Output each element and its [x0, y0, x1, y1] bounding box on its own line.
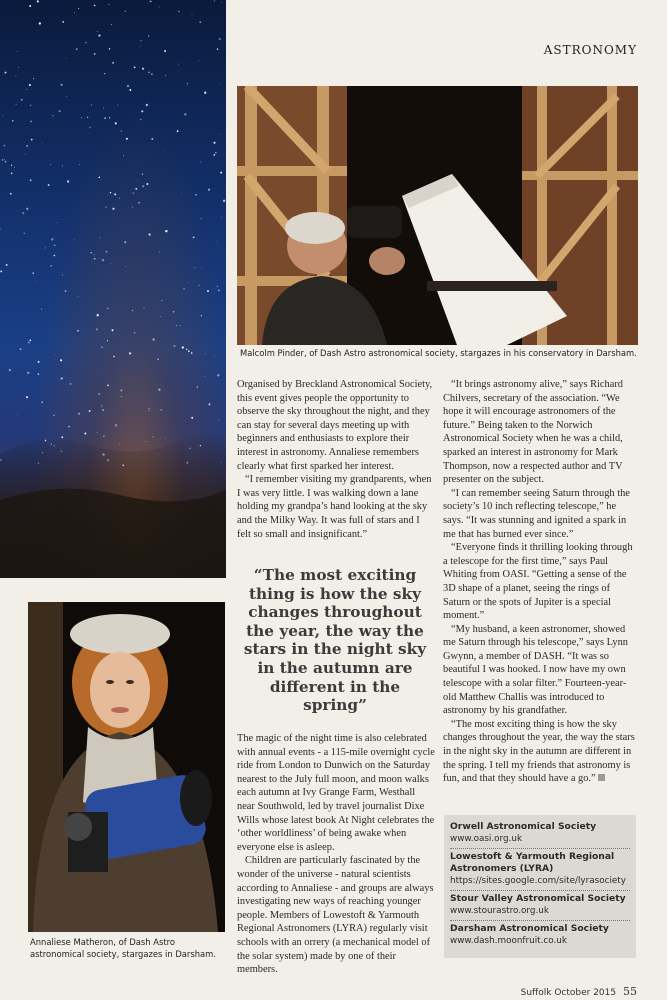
star: [114, 193, 116, 195]
star: [219, 134, 220, 135]
star: [98, 34, 100, 36]
star: [48, 184, 50, 186]
star: [109, 48, 110, 49]
star: [90, 133, 91, 134]
star: [214, 355, 215, 356]
star: [24, 233, 25, 234]
star: [159, 252, 160, 253]
star: [4, 159, 5, 160]
star: [84, 433, 86, 435]
star: [31, 139, 33, 141]
star: [135, 188, 137, 190]
star: [113, 356, 115, 358]
paragraph: “It brings astronomy alive,” says Richard Chilvers, secretary of the association. “We hope it will encourage astronomers of the future.” Being taken to the Norwich Astronomical Society when he was a child, sparked an interest in astronomy for Mark Thompson, now a respected author and TV presenter on the subject.: [443, 379, 623, 486]
star: [77, 330, 79, 332]
star: [74, 13, 75, 14]
star: [177, 130, 179, 132]
star: [2, 159, 4, 161]
star: [107, 308, 109, 310]
paragraph: “Everyone finds it thrilling looking through a telescope for the first time,” says Paul Whiting from OASI. “Getting a sense of the 3D shape of a planet, seeing the rings of Saturn or the spots of Jupiter is a special moment.”: [443, 542, 633, 622]
star: [176, 325, 177, 326]
pull-quote: “The most exciting thing is how the sky changes throughout the year, the way the stars in the night sky in the autumn are different in the spring”: [243, 566, 427, 715]
star: [140, 46, 141, 47]
paragraph: “I remember visiting my grandparents, when I was very little. I was walking down a lane holding my grandpa’s hand looking at the sky and the Milky Way. It was full of stars and I felt so small and insignificant.”: [237, 474, 432, 540]
star: [148, 35, 150, 37]
star: [142, 68, 144, 70]
star: [148, 233, 150, 235]
night-sky-photo: [0, 0, 226, 578]
star: [66, 58, 67, 59]
star: [112, 208, 114, 210]
star: [78, 8, 79, 9]
society-link[interactable]: www.stourastro.org.uk: [450, 906, 549, 916]
star: [29, 84, 31, 86]
star: [108, 195, 109, 196]
star: [140, 40, 141, 41]
star: [22, 212, 24, 214]
star: [52, 115, 53, 116]
star: [208, 189, 210, 191]
star: [107, 384, 109, 386]
societies-box: [444, 815, 636, 958]
star: [102, 409, 104, 411]
star: [217, 286, 218, 287]
star: [68, 426, 70, 428]
star: [129, 352, 131, 354]
star: [66, 96, 67, 97]
star: [9, 369, 11, 371]
star: [146, 104, 148, 106]
star: [42, 143, 43, 144]
star: [144, 307, 145, 308]
star: [148, 71, 150, 73]
star: [14, 167, 15, 168]
star: [61, 84, 63, 86]
star: [54, 244, 56, 246]
star: [104, 73, 105, 74]
star: [53, 415, 54, 416]
star: [112, 62, 114, 64]
star: [26, 89, 27, 90]
star: [87, 117, 88, 118]
paragraph: The magic of the night time is also celebrated with annual events - a 115-mile overnight cycle ride from London to Dunwich on the Saturday nearest to the July full moon, and moon walks each autumn at Ivy Grange Farm, Westhall near Southwold, led by travel journalist Dixe Wills whose latest book At Night celebrates the ‘other worldliness’ of being awake when everyone else is asleep.: [237, 733, 435, 853]
star: [180, 325, 181, 326]
star: [163, 150, 164, 151]
star: [60, 359, 62, 361]
star: [221, 2, 222, 3]
page-folio: [521, 985, 637, 998]
society-name: Lowestoft & Yarmouth Regional Astronomers (LYRA): [450, 851, 615, 874]
star: [50, 164, 51, 165]
star: [110, 263, 111, 264]
star: [173, 311, 175, 313]
star: [12, 120, 14, 122]
star: [70, 383, 71, 384]
star: [30, 179, 32, 181]
star: [132, 207, 133, 208]
star: [4, 145, 6, 147]
article-column-1-continued: [237, 732, 435, 977]
star: [111, 24, 112, 25]
page-number: 55: [623, 985, 637, 998]
star: [101, 405, 102, 406]
paragraph: [443, 718, 639, 786]
star: [76, 48, 78, 50]
star: [109, 117, 110, 118]
star: [181, 193, 182, 194]
star: [81, 117, 82, 118]
star: [205, 354, 206, 355]
star: [0, 228, 1, 229]
star: [151, 73, 153, 75]
star: [38, 361, 40, 363]
star: [218, 290, 219, 291]
star: [38, 373, 40, 375]
star: [193, 236, 195, 238]
star: [17, 51, 18, 52]
star: [55, 354, 56, 355]
star: [89, 126, 91, 128]
star: [26, 208, 28, 210]
star: [187, 83, 188, 84]
star: [0, 270, 2, 272]
star: [74, 240, 75, 241]
star: [38, 17, 39, 18]
publication-name: Suffolk: [520, 988, 552, 998]
star: [26, 396, 28, 398]
star: [191, 352, 193, 354]
star: [35, 281, 36, 282]
star: [121, 396, 122, 397]
star: [28, 341, 30, 343]
issue-date: October 2015: [554, 988, 617, 998]
star: [18, 67, 19, 68]
star: [3, 115, 4, 116]
star: [111, 329, 113, 331]
star: [146, 183, 148, 185]
star: [199, 60, 200, 61]
star: [50, 265, 52, 267]
star: [148, 410, 149, 411]
star: [204, 92, 206, 94]
star: [214, 0, 215, 1]
left-photo-caption: Annaliese Matheron, of Dash Astro astronomical society, stargazes in Darsham.: [30, 937, 216, 959]
star: [183, 288, 185, 290]
society-name: Stour Valley Astronomical Society: [450, 893, 626, 904]
society-entry: [450, 819, 630, 849]
star: [94, 258, 96, 260]
star: [125, 11, 126, 12]
star: [29, 339, 31, 341]
star: [213, 154, 215, 156]
star: [165, 230, 167, 232]
star: [127, 85, 129, 87]
telescope-conservatory-photo: [237, 86, 638, 345]
star: [201, 315, 202, 316]
star: [53, 255, 55, 257]
society-link[interactable]: https://sites.google.com/site/lyrasociety: [450, 876, 626, 886]
star: [27, 372, 29, 374]
star: [41, 401, 43, 403]
star: [57, 222, 58, 223]
star: [153, 436, 154, 437]
star: [140, 67, 141, 68]
star: [188, 350, 190, 352]
star: [21, 99, 23, 101]
star: [134, 66, 136, 68]
star: [152, 338, 154, 340]
star: [100, 238, 101, 239]
star: [78, 413, 80, 415]
star: [5, 161, 7, 163]
star: [129, 89, 131, 91]
star: [89, 410, 91, 412]
star: [99, 177, 101, 179]
star: [217, 49, 218, 50]
star: [26, 145, 27, 146]
star: [221, 217, 222, 218]
star: [17, 414, 18, 415]
star: [120, 389, 122, 391]
star: [134, 332, 136, 334]
star: [39, 22, 41, 24]
star: [97, 432, 98, 433]
star: [151, 138, 153, 140]
end-of-article-mark: [598, 774, 605, 781]
star: [157, 359, 158, 360]
paragraph: “My husband, a keen astronomer, showed me Saturn through his telescope,” says Lynn Gwynn, a member of DASH. “It was so beautiful I was hooked. I now have my own telescope with a solar filter.” Fourteen-year-old Matthew Challis was introduced to astronomy by his grandfather.: [443, 623, 628, 717]
star: [200, 218, 201, 219]
star: [37, 0, 39, 2]
society-name: Orwell Astronomical Society: [450, 821, 597, 832]
star: [98, 393, 99, 394]
star: [102, 259, 104, 261]
star: [132, 310, 133, 311]
star: [138, 202, 139, 203]
star: [107, 340, 108, 341]
star: [5, 72, 7, 74]
star: [165, 75, 166, 76]
star: [158, 389, 160, 391]
star: [182, 346, 184, 348]
star: [16, 76, 17, 77]
star: [191, 417, 193, 419]
star: [11, 173, 12, 174]
star: [94, 53, 96, 55]
star: [106, 251, 108, 253]
star: [97, 314, 99, 316]
star: [59, 110, 61, 112]
star: [160, 316, 161, 317]
star: [220, 83, 221, 84]
star: [29, 5, 31, 7]
star: [178, 11, 179, 12]
star: [6, 264, 8, 266]
section-label: ASTRONOMY: [543, 43, 637, 57]
star: [100, 258, 101, 259]
star: [216, 241, 217, 242]
star: [218, 419, 219, 420]
star: [97, 31, 98, 32]
star: [141, 110, 143, 112]
star: [109, 4, 110, 5]
star: [209, 403, 211, 405]
star: [199, 285, 200, 286]
star: [41, 309, 42, 310]
star: [56, 227, 57, 228]
star: [103, 108, 104, 109]
star: [65, 290, 67, 292]
article-column-1: [237, 378, 435, 541]
star: [217, 374, 219, 376]
star: [125, 266, 126, 267]
society-entry: [450, 891, 630, 921]
star: [103, 435, 105, 437]
star: [79, 164, 80, 165]
star: [142, 185, 144, 187]
star: [30, 120, 32, 122]
star: [32, 272, 34, 274]
star: [94, 254, 95, 255]
star: [25, 154, 26, 155]
star: [45, 247, 46, 248]
society-link[interactable]: www.oasi.org.uk: [450, 834, 523, 844]
star: [150, 1, 151, 2]
star: [140, 119, 141, 120]
star: [204, 376, 205, 377]
star: [67, 180, 69, 182]
star: [123, 155, 124, 156]
star: [126, 138, 128, 140]
star: [219, 38, 221, 40]
star: [207, 290, 209, 292]
star: [194, 267, 195, 268]
star: [62, 165, 63, 166]
star: [104, 117, 106, 119]
star: [174, 345, 176, 347]
star: [115, 122, 117, 124]
star: [119, 198, 120, 199]
star: [61, 377, 63, 379]
star: [215, 152, 216, 153]
star: [62, 21, 64, 23]
star: [149, 408, 150, 409]
star: [124, 241, 126, 243]
top-photo-caption: Malcolm Pinder, of Dash Astro astronomical society, stargazes in his conservatory in Darsham.: [240, 348, 637, 358]
star: [16, 104, 17, 105]
star: [142, 174, 143, 175]
star: [119, 443, 120, 444]
star: [223, 200, 225, 202]
star: [117, 105, 118, 106]
star: [105, 207, 106, 208]
society-link[interactable]: www.dash.moonfruit.co.uk: [450, 936, 567, 946]
star: [11, 165, 12, 166]
star: [91, 104, 92, 105]
star: [178, 64, 179, 65]
star: [94, 5, 96, 7]
star: [186, 349, 188, 351]
star: [110, 192, 111, 193]
paragraph: “I can remember seeing Saturn through the society’s 10 inch reflecting telescope,” he says. “It was stunning and ignited a spark in me that has burned ever since.”: [443, 487, 630, 540]
paragraph: Organised by Breckland Astronomical Society, this event gives people the opportunity to observe the sky throughout the night, and they can stay for several days meeting up with beginners and enthusiasts to explore their interest in astronomy. Annaliese remembers clearly what first sparked her interest.: [237, 379, 433, 472]
star: [200, 161, 201, 162]
star: [165, 438, 166, 439]
society-entry: [450, 849, 630, 891]
star: [192, 14, 193, 15]
star: [85, 42, 87, 44]
star: [184, 113, 186, 115]
star: [161, 409, 162, 410]
paragraph-text: “The most exciting thing is how the sky changes throughout the year, the way the stars in the night sky in the autumn are different in the spring. I tell my friends that astronomy is fun, and that they should have a go.”: [443, 718, 635, 785]
star: [202, 267, 203, 268]
star: [51, 238, 53, 240]
star: [30, 104, 31, 105]
star: [91, 252, 92, 253]
star: [96, 328, 98, 330]
star: [197, 386, 198, 387]
star: [115, 424, 117, 426]
star: [213, 142, 215, 144]
star: [62, 275, 63, 276]
star: [20, 348, 22, 350]
star: [33, 78, 34, 79]
paragraph: Children are particularly fascinated by the wonder of the universe - natural scientists according to Annaliese - and groups are always investigating new ways of reaching younger people. Members of Lowestoft & Yarmouth Regional Astronomers (LYRA) regularly visit schools with an orrery (a mechanical model of the solar system) made by one of their members.: [237, 855, 434, 976]
star: [159, 6, 160, 7]
star: [187, 282, 188, 283]
star: [101, 347, 102, 348]
star: [78, 296, 79, 297]
star: [164, 50, 166, 52]
star: [61, 436, 63, 438]
star: [121, 130, 122, 131]
article-column-2: [443, 378, 639, 786]
star: [145, 441, 146, 442]
star: [138, 180, 139, 181]
star: [220, 172, 222, 174]
star: [148, 3, 149, 4]
star: [10, 193, 12, 195]
society-entry: [450, 921, 630, 950]
star: [133, 193, 134, 194]
woman-telescope-photo: [28, 602, 225, 932]
society-name: Darsham Astronomical Society: [450, 923, 609, 934]
star: [161, 300, 162, 301]
star: [199, 21, 201, 23]
star: [195, 194, 196, 195]
